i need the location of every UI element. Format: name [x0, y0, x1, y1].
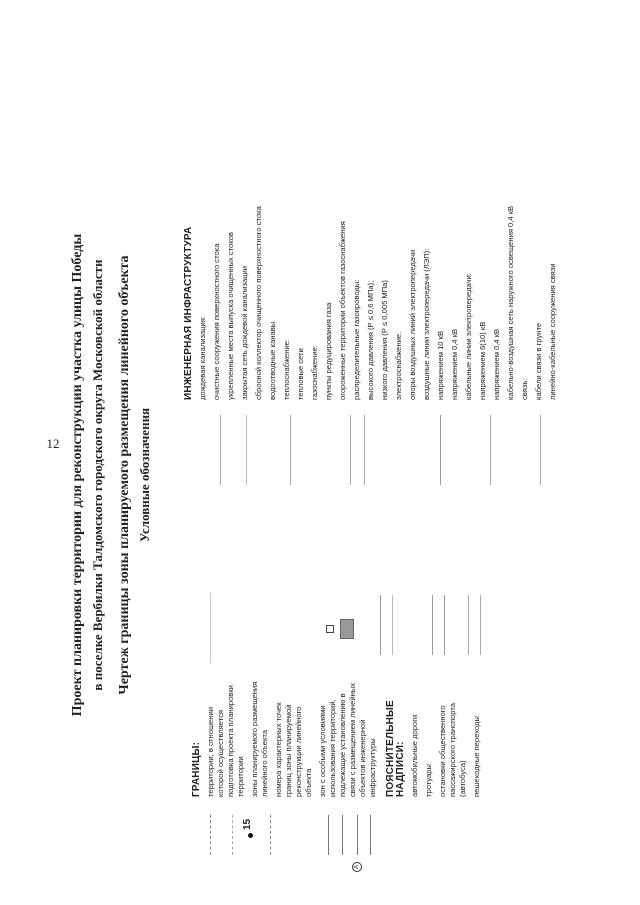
infra-item: опоры воздушных линий электропередачи — [408, 249, 417, 400]
power-line-symbol — [440, 415, 441, 485]
bus-stop-line-symbol — [357, 815, 358, 855]
infra-item: кабели связи в грунте — [534, 322, 543, 400]
infra-item: дождевая канализация: — [198, 315, 207, 400]
characteristic-point-icon — [248, 833, 253, 838]
cable-line-symbol — [468, 595, 469, 655]
infra-item: укрепленные места выпуска очищенных стоков — [226, 232, 235, 400]
note-item: тротуары — [424, 764, 433, 797]
boundary-item: номера характерных точек границ зоны планируемой реконструкции линейного объекта — [274, 702, 313, 797]
heat-line-symbol — [290, 415, 291, 485]
infra-item: напряжением 6(10) кВ — [478, 321, 487, 400]
cable-line-symbol — [490, 415, 491, 485]
boundaries-heading: ГРАНИЦЫ: — [191, 741, 202, 797]
infra-item: распределительные газопроводы: — [352, 279, 361, 400]
infra-item: водоотводные канавы — [268, 321, 277, 400]
infra-item: электроснабжение: — [394, 331, 403, 400]
note-item: пешеходные переходы — [472, 716, 481, 797]
drainage-line-symbol — [246, 415, 247, 485]
power-line-symbol — [432, 595, 433, 655]
infra-item: напряжением 10 кВ — [436, 330, 445, 400]
gas-line-symbol — [364, 415, 365, 485]
infra-item: газоснабжение: — [310, 345, 319, 400]
fenced-area-icon — [340, 619, 354, 639]
drawing-title: Чертеж границы зоны планируемого размещения линейного объекта — [117, 255, 132, 695]
boundary-item: зон с особыми условиями использования территорий, подлежащие установлению в связи с размещением линейных объектов инженерной инфраструктуры — [318, 682, 377, 797]
sidewalk-line-symbol — [342, 815, 343, 855]
boundary-symbol-territory — [210, 815, 212, 855]
infra-item: пункты редуцирования газа — [324, 302, 333, 400]
road-line-symbol — [328, 815, 329, 855]
infra-item: низкого давления (Р ≤ 0,005 МПа) — [380, 280, 389, 400]
pipe-line-symbol — [392, 595, 393, 655]
infra-item: очистные сооружения поверхностного стока — [212, 243, 221, 400]
legend-title: Условные обозначения — [137, 407, 152, 543]
drainage-line-symbol — [220, 415, 221, 485]
infra-item: воздушные линии электропередачи (ЛЭП): — [422, 248, 431, 400]
infra-item: связь: — [520, 378, 529, 400]
comm-line-symbol — [540, 415, 541, 485]
boundary-item: территории, в отношении которой осуществляется подготовка проекта планировки территории — [206, 685, 245, 797]
gas-point-icon — [326, 625, 334, 633]
project-title-line1: Проект планировки территории для реконструкции участка улицы Победы — [70, 233, 85, 717]
notes-heading: ПОЯСНИТЕЛЬНЫЕ НАДПИСИ: — [385, 700, 406, 797]
infra-item: огороженные территории объектов газоснабжения — [338, 221, 347, 400]
boundary-symbol-zouit — [270, 815, 272, 855]
crossing-line-symbol — [370, 815, 371, 855]
marker-number: 15 — [242, 818, 253, 830]
legend-left-column — [188, 679, 486, 797]
note-item: автомобильные дороги — [410, 714, 419, 797]
infra-item: кабельно-воздушная сеть наружного освещения 0,4 кВ — [506, 205, 515, 400]
gas-line-symbol — [350, 415, 351, 485]
note-item: остановки общественного пассажирского транспорта (автобуса) — [438, 703, 467, 797]
page-number: 12 — [46, 436, 60, 451]
cable-line-symbol — [480, 595, 481, 655]
bus-stop-icon: A — [352, 862, 362, 872]
infra-item: высокого давления (Р ≤ 0,6 МПа); — [366, 280, 375, 400]
infrastructure-heading: ИНЖЕНЕРНАЯ ИНФРАСТРУКТУРА — [183, 226, 194, 400]
pipe-line-symbol — [380, 595, 381, 655]
infra-item: теплоснабжение: — [282, 338, 291, 400]
infra-item: сбросной коллектор очищенного поверхностного стока — [254, 206, 263, 400]
infra-item: напряжением 0,4 кВ — [492, 328, 501, 400]
infra-item: кабельные линии электропередачи: — [464, 273, 473, 400]
infra-item: тепловые сети — [296, 348, 305, 400]
power-line-symbol — [444, 595, 445, 655]
boundary-item: зоны планируемого размещения линейного объекта — [250, 681, 269, 797]
infra-item: закрытая сеть дождевой канализации — [240, 265, 249, 400]
symbol-table-rule — [210, 593, 211, 663]
legend-right-column — [180, 80, 562, 400]
boundary-symbol-zone — [232, 815, 234, 855]
rotated-sheet — [20, 65, 600, 885]
infra-item: напряжением 0,4 кВ — [450, 328, 459, 400]
project-title-line2: в поселке Вербилки Талдомского городского округа Московской области — [90, 259, 105, 691]
infra-item: линейно-кабельные сооружения связи — [548, 263, 557, 400]
